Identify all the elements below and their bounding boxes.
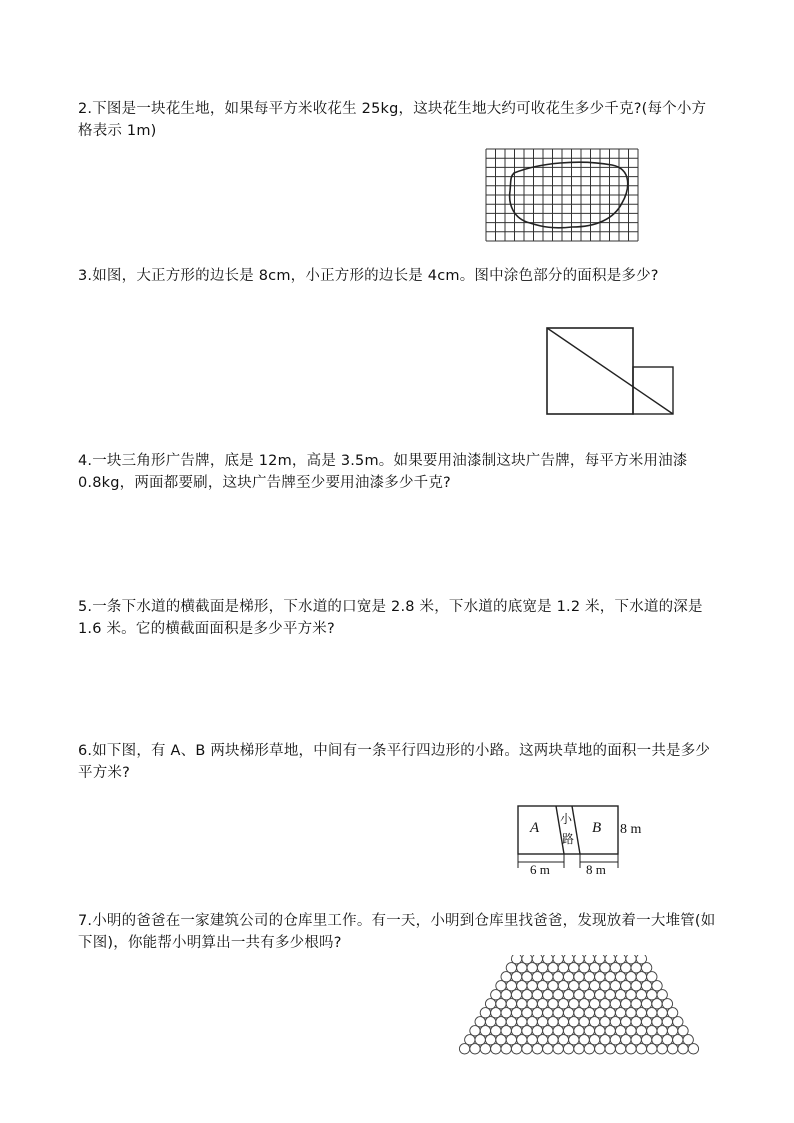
pipe-circle (574, 955, 584, 964)
pipe-circle (553, 955, 563, 964)
lawn-a-label: A (530, 820, 540, 836)
question-3: 3.如图，大正方形的边长是 8cm，小正方形的边长是 4cm。图中涂色部分的面积是多少? (78, 268, 659, 284)
pipe-circle (563, 955, 573, 964)
lawn-b-label: B (592, 820, 602, 836)
question-2: 2.下图是一块花生地，如果每平方米收花生 25kg，这块花生地大约可收花生多少千克?(每个小方格表示 1m) (78, 101, 707, 139)
bottom-right-label: 8 m (586, 862, 606, 877)
pipe-circle (511, 955, 521, 964)
pipe-circle (615, 955, 625, 964)
question-5: 5.一条下水道的横截面是梯形，下水道的口宽是 2.8 米，下水道的底宽是 1.2 米，下水道的深是 1.6 米。它的横截面面积是多少平方米? (78, 599, 703, 637)
squares-shaded-figure (540, 325, 680, 417)
pipe-circle (543, 955, 553, 964)
height-label: 8 m (620, 822, 642, 837)
pipe-circle (636, 955, 646, 964)
pipe-circle (584, 955, 594, 964)
question-7: 7.小明的爸爸在一家建筑公司的仓库里工作。有一天，小明到仓库里找爸爸，发现放着一大堆管(如下图)，你能帮小明算出一共有多少根吗? (78, 913, 716, 951)
pipe-circle (595, 955, 605, 964)
bottom-left-label: 6 m (530, 862, 550, 877)
pipe-stack-figure (455, 955, 703, 1055)
trapezoid-lawns-figure (508, 800, 648, 880)
pipe-circle (532, 955, 542, 964)
diagonal-line (547, 328, 673, 414)
path-label-2: 路 (562, 832, 575, 846)
question-4: 4.一块三角形广告牌，底是 12m，高是 3.5m。如果要用油漆制这块广告牌，每平方米用油漆 0.8kg，两面都要刷，这块广告牌至少要用油漆多少千克? (78, 453, 688, 491)
path-label-1: 小 (560, 812, 573, 826)
pipe-circle (605, 955, 615, 964)
pipe-circle (522, 955, 532, 964)
peanut-field-grid-figure (484, 147, 644, 243)
question-6: 6.如下图，有 A、B 两块梯形草地，中间有一条平行四边形的小路。这两块草地的面积一共是多少平方米? (78, 743, 711, 781)
pipe-circle (626, 955, 636, 964)
large-square (547, 328, 633, 414)
